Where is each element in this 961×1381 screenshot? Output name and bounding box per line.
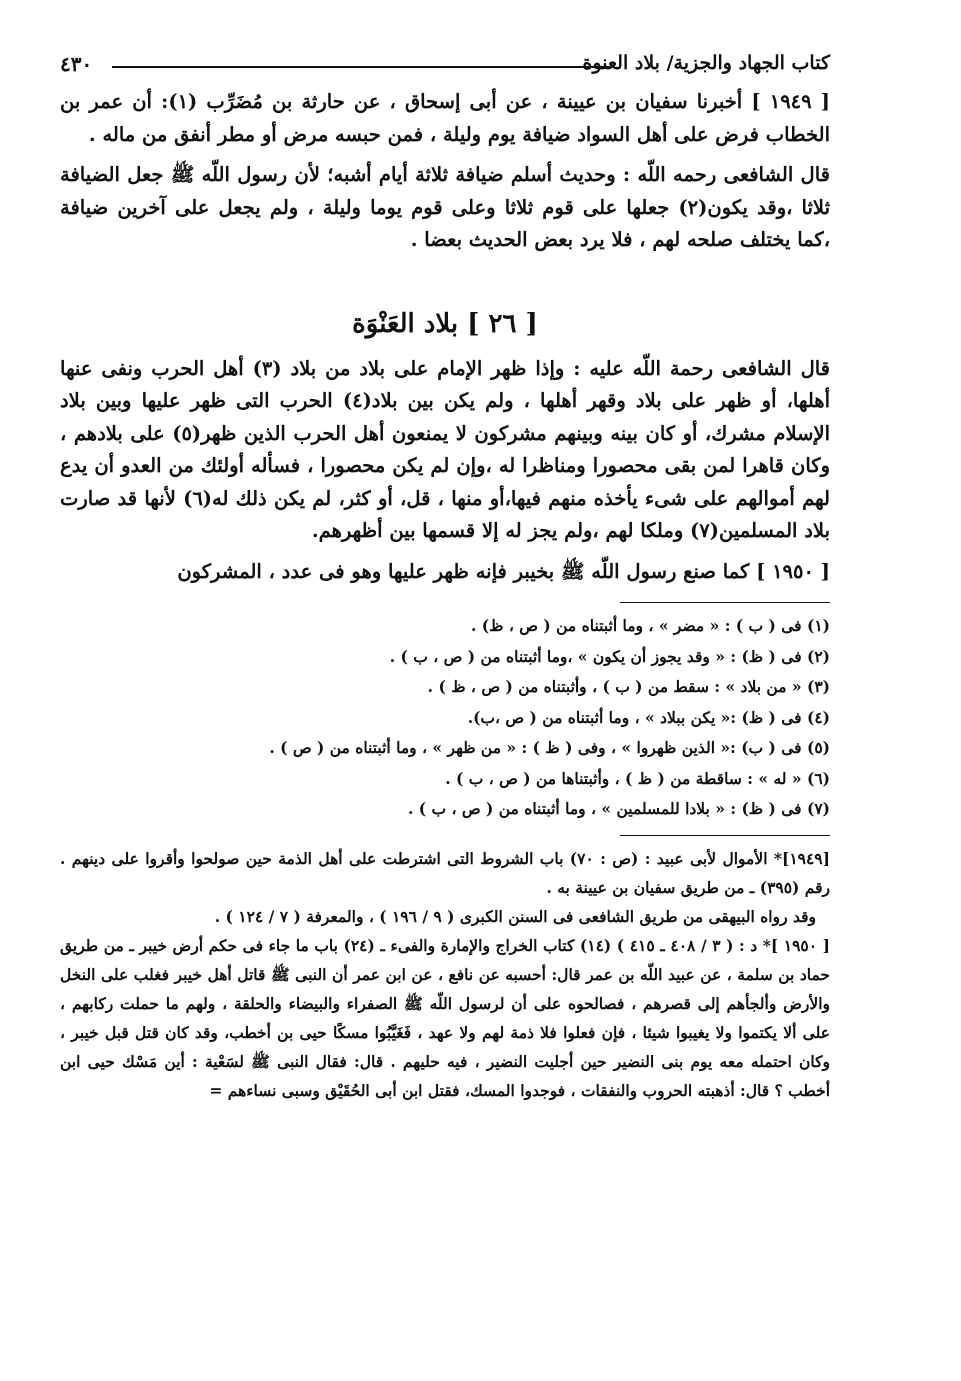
page-header (60, 52, 830, 86)
paragraph-lead: قال الشافعى (721, 356, 830, 380)
footnote-item: (٣) « من بلاد » : سقط من ( ب ) ، وأثبتناه من ( ص ، ظ ) . (427, 677, 830, 696)
section-title: [ ٢٦ ] بلاد العَنْوَة (352, 308, 538, 339)
footnote-item: (١) فى ( ب ) : « مضر » ، وما أثبتناه من ( ص ، ظ) . (471, 616, 830, 635)
paragraph-lead: [ ١٩٥٠ ] (756, 559, 830, 583)
footnote-item: (٧) فى ( ظ) : « بلادا للمسلمين » ، وما أثبتناه من ( ص ، ب ) . (407, 799, 830, 818)
page (60, 52, 830, 1105)
footnote-item: (٢) فى ( ظ) : « وقد يجوز أن يكون » ،وما أثبتناه من ( ص ، ب ) . (389, 646, 830, 666)
footnote-item: (٦) « له » : ساقطة من ( ظ ) ، وأثبتناها من ( ص ، ب ) . (445, 768, 830, 788)
footnote-item: (٤) فى ( ظ) :« يكن ببلاد » ، وما أثبتناه من ( ص ،ب). (467, 707, 830, 727)
paragraph-text: سفيان بن عيينة ، عن أبى إسحاق ، عن حارثة بن مُضَرِّب (١): أن عمر بن الخطاب فرض على أهل السواد ضيافة يوم وليلة ، فمن حبسه مرض أو مطر أنفق من ماله . (60, 90, 830, 146)
paragraph-text: كما صنع رسول اللّه ﷺ بخيبر فإنه ظهر عليها وهو فى عدد ، المشركون (177, 559, 757, 583)
paragraph-shafii-comment (60, 159, 830, 257)
paragraph-1950 (60, 556, 830, 589)
paragraph-1949 (60, 86, 830, 151)
footnotes (60, 611, 830, 825)
paragraph-lead: قال الشافعى (723, 163, 830, 186)
paragraph-lead: [ ١٩٤٩ ] أخبرنا (696, 90, 831, 113)
header-rule (112, 66, 610, 68)
source-note-1950: [ ١٩٥٠ ]* د : ( ٣ / ٤٠٨ ـ ٤١٥ ) (١٤) كتاب الخراج والإمارة والفىء ـ (٢٤) باب ما جاء فى حكم أرض خيبر ـ من طريق حماد بن سلمة ، عن عبيد اللّه بن عمر قال: أحسبه عن نافع ، عن ابن عمر أن النبى ﷺ قاتل أهل خيبر فغلب على النخل والأرض وألجأهم إلى قصرهم ، فصالحوه على أن لرسول اللّه ﷺ الصفراء والبيضاء والحلقة ، ولهم ما حملت ركابهم ، على ألا يكتموا ولا يغيبوا شيئا ، فإن فعلوا فلا ذمة لهم ولا عهد ، فَغَيَّبُوا مسكًا حيى بن أخطب، وقد كان قتل قبل خيبر ، وكان احتمله معه يوم بنى النضير حين أجليت النضير ، فيه حليهم . قال: فقال النبى ﷺ لسَعْية : أين مَسْك حيى ابن أخطب ؟ قال: أذهبته الحروب والنفقات ، فوجدوا المسك، فقتل ابن أبى الحُقَيْق وسبى نساءهم = (60, 935, 830, 1100)
source-note-1949: [١٩٤٩]* الأموال لأبى عبيد : (ص : ٧٠) باب الشروط التى اشترطت على أهل الذمة حين صولحوا وأقروا على دينهم . رقم (٣٩٥) ـ من طريق سفيان بن عيينة به . (60, 848, 830, 897)
source-rule (620, 835, 830, 836)
paragraph-text: رحمة اللّه عليه : وإذا ظهر الإمام على بلاد من بلاد (٣) أهل الحرب ونفى عنها أهلها، أو ظهر على بلاد وقهر أهلها ، ولم يكن بين بلاد(٤) الحرب التى ظهر عليها وبين بلاد الإسلام مشرك، أو كان بينه وبينهم مشركون لا يمنعون أهل الحرب الذين ظهر(٥) على بلادهم ، وكان قاهرا لمن بقى محصورا ومناظرا له ،وإن لم يكن محصورا ، فسأله أولئك من العدو أن يدع لهم أموالهم على شىء يأخذه منهم فيها،أو منها ، قل، أو كثر، لم يكن ذلك له(٦) لأنها قد صارت بلاد المسلمين(٧) وملكا لهم ،ولم يجز له إلا قسمها بين أظهرهم. (60, 356, 830, 542)
paragraph-section-main (60, 353, 830, 548)
page-number: ٤٣٠ (60, 52, 93, 76)
footnote-item: (٥) فى ( ب) :« الذين ظهروا » ، وفى ( ظ ) : « من ظهر » ، وما أثبتناه من ( ص ) . (269, 738, 830, 757)
source-note-bayhaqi: وقد رواه البيهقى من طريق الشافعى فى السنن الكبرى ( ٩ / ١٩٦ ) ، والمعرفة ( ٧ / ١٢٤ ) . (214, 906, 816, 926)
running-title: كتاب الجهاد والجزية/ بلاد العنوة (582, 52, 830, 74)
paragraph-text: رحمه اللّه : وحديث أسلم ضيافة ثلاثة أيام أشبه؛ لأن رسول اللّه ﷺ جعل الضيافة ثلاثا ،وقد يكون(٢) جعلها على قوم ثلاثا وعلى قوم يوما وليلة ، ولم يجعل على آخرين ضيافة ،كما يختلف صلحه لهم ، فلا يرد بعض الحديث بعضا . (60, 163, 830, 251)
footnote-rule (620, 602, 830, 603)
